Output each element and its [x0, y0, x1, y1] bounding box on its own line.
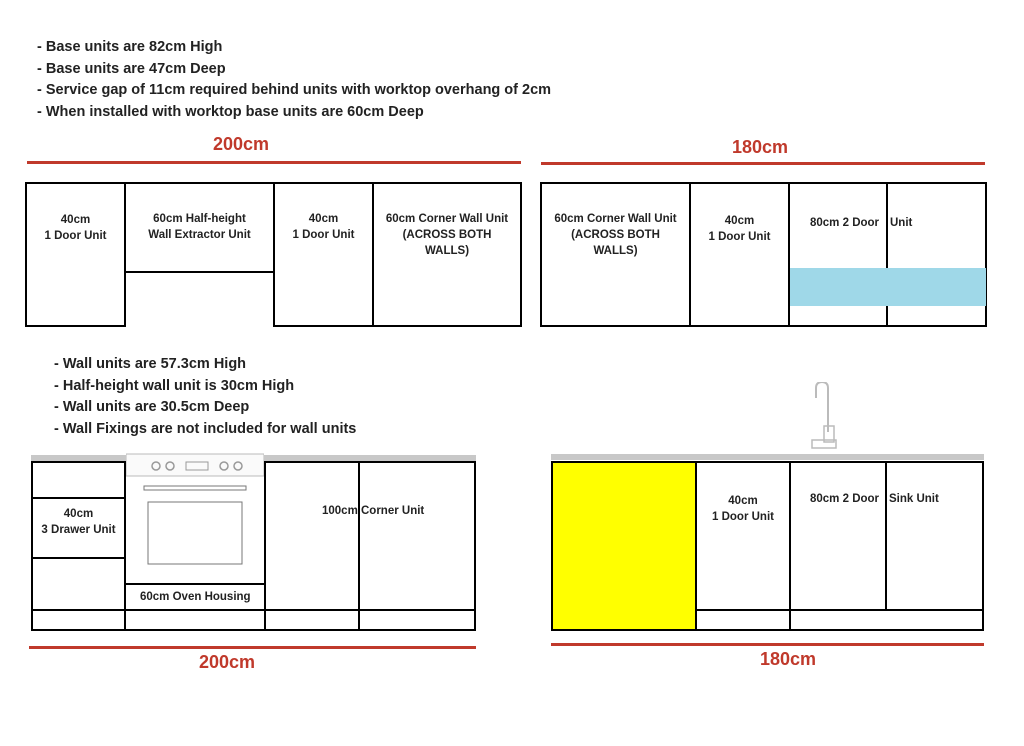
unit-label: Corner Unit [361, 505, 425, 517]
unit-label: 40cm 3 Drawer Unit [41, 508, 116, 536]
tap-icon [806, 382, 842, 456]
dimension-label-top-left: 200cm [212, 134, 270, 154]
dimension-line-top-right [541, 162, 985, 165]
unit-label: 40cm 1 Door Unit [44, 214, 107, 242]
unit-label: 60cm Corner Wall Unit (ACROSS BOTH WALLS) [385, 213, 509, 257]
drawer-divider [32, 497, 125, 499]
spec-line: - Wall Fixings are not included for wall units [54, 421, 357, 438]
door-divider [358, 462, 360, 630]
base-unit-specs [37, 37, 551, 124]
unit-label: 40cm 1 Door Unit [292, 213, 355, 241]
spec-line: - When installed with worktop base units are 60cm Deep [37, 104, 424, 121]
unit-label: 60cm Corner Wall Unit (ACROSS BOTH WALLS) [554, 213, 677, 257]
plinth-line [790, 609, 983, 611]
worktop-right [551, 454, 984, 460]
unit-label: Unit [890, 217, 913, 229]
dimension-label-bottom-left: 200cm [198, 652, 256, 672]
plinth-line [125, 609, 265, 611]
spec-line: - Service gap of 11cm required behind units with worktop overhang of 2cm [37, 82, 552, 99]
dimension-line-top-left [27, 161, 521, 164]
unit-label: Sink Unit [889, 493, 939, 505]
wall-unit-40-door [689, 182, 790, 327]
drawer-divider [32, 557, 125, 559]
unit-label: 40cm 1 Door Unit [708, 215, 771, 243]
spec-line: - Wall units are 30.5cm Deep [54, 399, 250, 416]
dimension-line-bottom-right [551, 643, 984, 646]
highlight-block-yellow [551, 461, 697, 631]
wall-unit-specs [54, 354, 356, 441]
plinth-line [696, 609, 790, 611]
unit-label: 40cm 1 Door Unit [712, 495, 774, 523]
spec-line: - Wall units are 57.3cm High [54, 356, 247, 372]
plinth-line [265, 609, 475, 611]
spec-line: - Base units are 47cm Deep [37, 60, 226, 77]
door-divider [885, 462, 887, 610]
wall-unit-40-door [273, 182, 374, 327]
unit-label: 60cm Oven Housing [140, 591, 251, 603]
unit-label: 100cm [322, 505, 358, 517]
base-unit-40-door [695, 461, 791, 631]
highlight-band-blue [790, 268, 986, 306]
spec-line: - Base units are 82cm High [37, 39, 223, 55]
dimension-line-bottom-left [29, 646, 476, 649]
dimension-label-top-right: 180cm [731, 137, 789, 157]
unit-label: 60cm Half-height Wall Extractor Unit [148, 213, 251, 241]
spec-line: - Half-height wall unit is 30cm High [54, 377, 295, 394]
base-unit-40-3drawer [31, 461, 126, 631]
dimension-label-bottom-right: 180cm [759, 649, 817, 669]
plinth-line [32, 609, 125, 611]
oven-icon [126, 452, 264, 586]
wall-unit-40-door [25, 182, 126, 327]
unit-label: 80cm 2 Door [810, 217, 880, 229]
base-unit-100-corner [264, 461, 476, 631]
unit-label: 80cm 2 Door [810, 493, 880, 505]
